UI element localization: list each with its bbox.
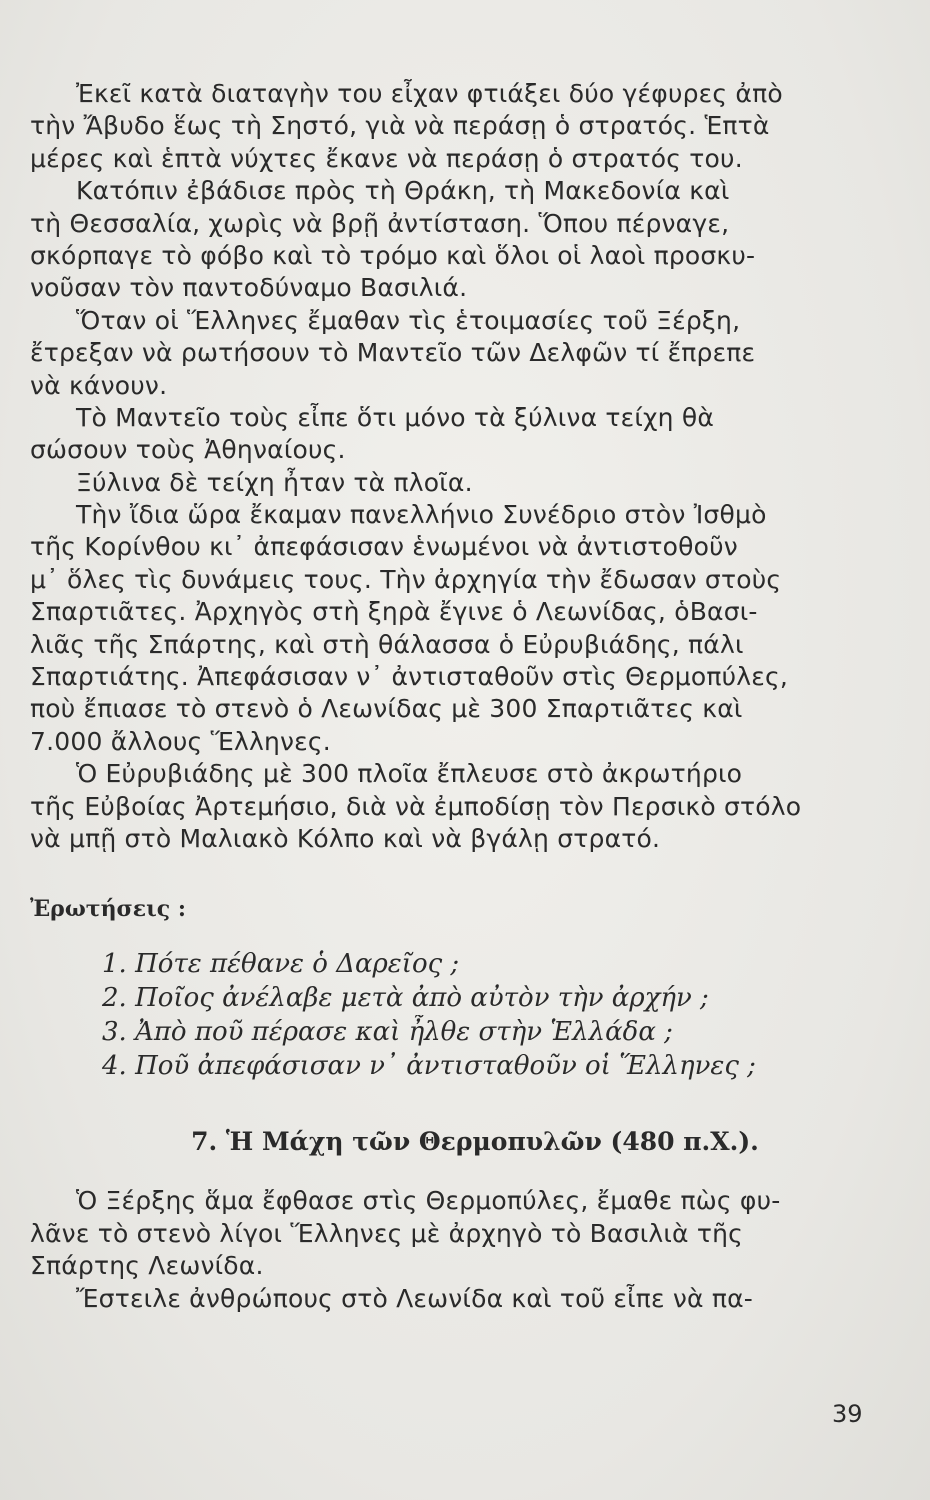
text-line: Σπαρτιᾶτες. Ἀρχηγὸς στὴ ξηρὰ ἔγινε ὁ Λεωνίδας, ὁΒασι- bbox=[30, 597, 758, 627]
text-line: σώσουν τοὺς Ἀθηναίους. bbox=[30, 435, 346, 465]
question-item: 4. Ποῦ ἀπεφάσισαν ν᾽ ἀντισταθοῦν οἱ Ἕλληνες ; bbox=[102, 1051, 756, 1082]
text-line: νὰ κάνουν. bbox=[30, 370, 168, 400]
text-line: Σπάρτης Λεωνίδα. bbox=[30, 1251, 264, 1281]
text-line: τῆς Κορίνθου κι᾽ ἀπεφάσισαν ἑνωμένοι νὰ ἀντιστοθοῦν bbox=[30, 532, 738, 562]
text-line: Ἐκεῖ κατὰ διαταγὴν του εἶχαν φτιάξει δύο γέφυρες ἀπὸ bbox=[76, 79, 783, 108]
questions-list bbox=[30, 947, 880, 1083]
question-item: 1. Πότε πέθανε ὁ Δαρεῖος ; bbox=[102, 949, 460, 980]
page-number: 39 bbox=[832, 1400, 863, 1428]
question-item: 3. Ἀπὸ ποῦ πέρασε καὶ ἦλθε στὴν Ἑλλάδα ; bbox=[102, 1017, 673, 1048]
text-line: σκόρπαγε τὸ φόβο καὶ τὸ τρόμο καὶ ὅλοι οἱ λαοὶ προσκυ- bbox=[30, 240, 756, 270]
text-line: νὰ μπῇ στὸ Μαλιακὸ Κόλπο καὶ νὰ βγάλῃ στρατό. bbox=[30, 823, 661, 853]
text-line: ἔτρεξαν νὰ ρωτήσουν τὸ Μαντεῖο τῶν Δελφῶν τί ἔπρεπε bbox=[30, 338, 756, 368]
text-line: Κατόπιν ἐβάδισε πρὸς τὴ Θράκη, τὴ Μακεδονία καὶ bbox=[76, 176, 730, 206]
text-line: λιᾶς τῆς Σπάρτης, καὶ στὴ θάλασσα ὁ Εὐρυβιάδης, πάλι bbox=[30, 629, 744, 659]
text-line: Ἔστειλε ἀνθρώπους στὸ Λεωνίδα καὶ τοῦ εἶπε νὰ πα- bbox=[76, 1283, 753, 1313]
text-line: λᾶνε τὸ στενὸ λίγοι Ἕλληνες μὲ ἀρχηγὸ τὸ Βασιλιὰ τῆς bbox=[30, 1218, 743, 1248]
text-line: νοῦσαν τὸν παντοδύναμο Βασιλιά. bbox=[30, 273, 468, 303]
text-line: τῆς Εὐβοίας Ἀρτεμήσιο, διὰ νὰ ἐμποδίσῃ τὸν Περσικὸ στόλο bbox=[30, 791, 802, 821]
section-title: 7. Ἡ Μάχη τῶν Θερμοπυλῶν (480 π.Χ.). bbox=[191, 1127, 759, 1157]
questions-heading: Ἐρωτήσεις : bbox=[30, 896, 186, 923]
text-line: ποὺ ἔπιασε τὸ στενὸ ὁ Λεωνίδας μὲ 300 Σπαρτιᾶτες καὶ bbox=[30, 694, 743, 724]
text-line: Τὴν ἴδια ὥρα ἔκαμαν πανελλήνιο Συνέδριο στὸν Ἰσθμὸ bbox=[76, 500, 767, 530]
section-body bbox=[30, 1185, 880, 1315]
text-line: Τὸ Μαντεῖο τοὺς εἶπε ὅτι μόνο τὰ ξύλινα τείχη θὰ bbox=[76, 402, 715, 432]
text-line: 7.000 ἄλλους Ἕλληνες. bbox=[30, 726, 331, 756]
question-item: 2. Ποῖος ἀνέλαβε μετὰ ἀπὸ αὐτὸν τὴν ἀρχήν ; bbox=[102, 983, 709, 1014]
text-line: Ὁ Εὐρυβιάδης μὲ 300 πλοῖα ἔπλευσε στὸ ἀκρωτήριο bbox=[76, 759, 743, 789]
text-line: μέρες καὶ ἑπτὰ νύχτες ἔκανε νὰ περάσῃ ὁ στρατός του. bbox=[30, 143, 743, 173]
text-line: τὴ Θεσσαλία, χωρὶς νὰ βρῇ ἀντίσταση. Ὅπου πέρναγε, bbox=[30, 208, 730, 238]
text-line: τὴν Ἄβυδο ἕως τὴ Σηστό, γιὰ νὰ περάσῃ ὁ στρατός. Ἑπτὰ bbox=[30, 111, 770, 141]
text-line: μ᾽ ὅλες τὶς δυνάμεις τους. Τὴν ἀρχηγία τὴν ἔδωσαν στοὺς bbox=[30, 564, 782, 594]
text-line: Ξύλινα δὲ τείχη ἦταν τὰ πλοῖα. bbox=[76, 467, 473, 497]
text-line: Ὁ Ξέρξης ἅμα ἔφθασε στὶς Θερμοπύλες, ἔμαθε πὼς φυ- bbox=[76, 1186, 781, 1216]
text-line: Σπαρτιάτης. Ἀπεφάσισαν ν᾽ ἀντισταθοῦν στὶς Θερμοπύλες, bbox=[30, 662, 789, 692]
page-content bbox=[30, 78, 880, 1315]
text-line: Ὅταν οἱ Ἕλληνες ἔμαθαν τὶς ἑτοιμασίες τοῦ Ξέρξη, bbox=[76, 305, 741, 335]
